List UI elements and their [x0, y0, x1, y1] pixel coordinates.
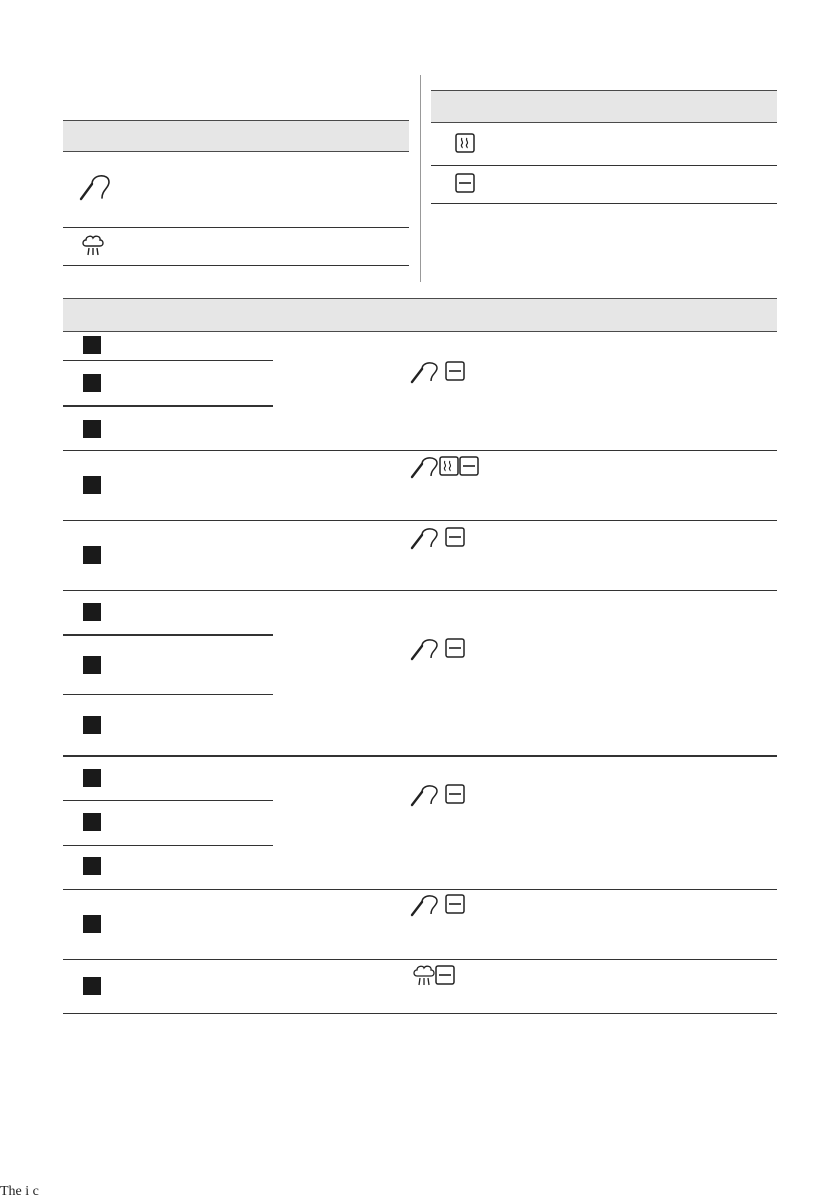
row-marker	[83, 716, 101, 734]
row-divider	[63, 405, 273, 407]
row-marker	[83, 420, 101, 438]
steam-minus-icons	[412, 964, 462, 988]
probe-minus-icons	[410, 893, 470, 917]
display-minus-icon	[455, 173, 475, 193]
table-a-header	[63, 120, 409, 152]
group-divider	[63, 889, 777, 890]
row-marker	[83, 977, 101, 995]
table-c-header	[63, 298, 777, 332]
row-marker	[83, 769, 101, 787]
group-divider	[63, 959, 777, 960]
table-c-bottom-rule	[63, 1013, 777, 1014]
table-a-bottom-rule	[63, 265, 409, 266]
probe-minus-icons	[410, 637, 470, 661]
row-marker	[83, 476, 101, 494]
row-marker	[83, 915, 101, 933]
group-divider	[63, 450, 777, 451]
row-marker	[83, 857, 101, 875]
table-b-bottom-rule	[431, 203, 777, 204]
row-divider	[63, 800, 273, 801]
heating-function-icon	[455, 133, 475, 153]
row-marker	[83, 603, 101, 621]
steam-cloud-icon	[80, 234, 106, 258]
probe-minus-icons	[410, 360, 470, 384]
row-marker	[83, 546, 101, 564]
probe-minus-icons	[410, 526, 470, 550]
group-divider	[63, 520, 777, 521]
row-divider	[63, 694, 273, 695]
food-probe-icon	[78, 171, 116, 203]
cut-off-footer-text: The i c	[0, 1184, 39, 1199]
row-divider	[63, 634, 273, 636]
row-divider	[63, 360, 273, 361]
table-a-row-divider	[63, 227, 409, 228]
row-marker	[83, 336, 101, 354]
group-divider	[63, 590, 777, 591]
row-marker	[83, 374, 101, 392]
row-marker	[83, 813, 101, 831]
table-b-row-divider	[431, 165, 777, 166]
column-separator	[420, 75, 421, 282]
group-divider	[63, 755, 777, 757]
table-b-header	[431, 90, 777, 123]
probe-minus-icons	[410, 783, 470, 807]
probe-heat-minus-icons	[410, 455, 490, 479]
row-divider	[63, 845, 273, 846]
row-marker	[83, 656, 101, 674]
